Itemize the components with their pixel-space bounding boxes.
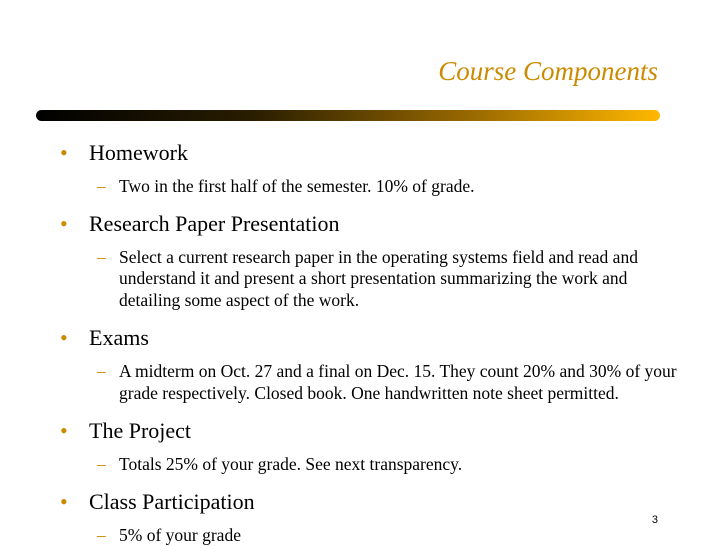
sub-bullet-text: 5% of your grade (119, 525, 679, 546)
bullet-icon: • (60, 211, 68, 237)
bullet-icon: • (60, 325, 68, 351)
slide-title: Course Components (438, 56, 658, 87)
bullet-icon: • (60, 489, 68, 515)
list-item-homework (60, 140, 670, 198)
page-number: 3 (652, 514, 658, 526)
bullet-icon: • (60, 140, 68, 166)
bullet-heading-text: The Project (89, 418, 191, 443)
slide-body (60, 140, 670, 546)
bullet-heading-text: Homework (89, 140, 188, 165)
dash-icon: – (97, 176, 106, 198)
bullet-heading (60, 211, 670, 237)
bullet-heading-text: Research Paper Presentation (89, 211, 339, 236)
list-item-exams (60, 325, 670, 404)
dash-icon: – (97, 247, 106, 269)
sub-bullet (60, 176, 670, 198)
title-underline-bar (36, 110, 660, 121)
list-item-class-participation (60, 489, 670, 546)
sub-bullet (60, 247, 670, 312)
sub-bullet-text: Select a current research paper in the operating systems field and read and understand it and present a short presentation summarizing the work and detailing some aspect of the work. (119, 247, 679, 312)
bullet-heading-text: Exams (89, 325, 149, 350)
bullet-heading (60, 489, 670, 515)
sub-bullet-text: Totals 25% of your grade. See next transparency. (119, 454, 679, 476)
sub-bullet-text: A midterm on Oct. 27 and a final on Dec. 15. They count 20% and 30% of your grade respectively. Closed book. One handwritten note sheet permitted. (119, 361, 679, 404)
bullet-icon: • (60, 418, 68, 444)
gradient-bar-graphic (36, 110, 660, 121)
dash-icon: – (97, 454, 106, 476)
sub-bullet (60, 525, 670, 546)
bullet-heading (60, 140, 670, 166)
sub-bullet (60, 361, 670, 404)
sub-bullet-text: Two in the first half of the semester. 10% of grade. (119, 176, 679, 198)
dash-icon: – (97, 525, 106, 546)
list-item-project (60, 418, 670, 476)
list-item-research-paper (60, 211, 670, 312)
bullet-heading-text: Class Participation (89, 489, 255, 514)
bullet-heading (60, 418, 670, 444)
bullet-heading (60, 325, 670, 351)
dash-icon: – (97, 361, 106, 383)
sub-bullet (60, 454, 670, 476)
